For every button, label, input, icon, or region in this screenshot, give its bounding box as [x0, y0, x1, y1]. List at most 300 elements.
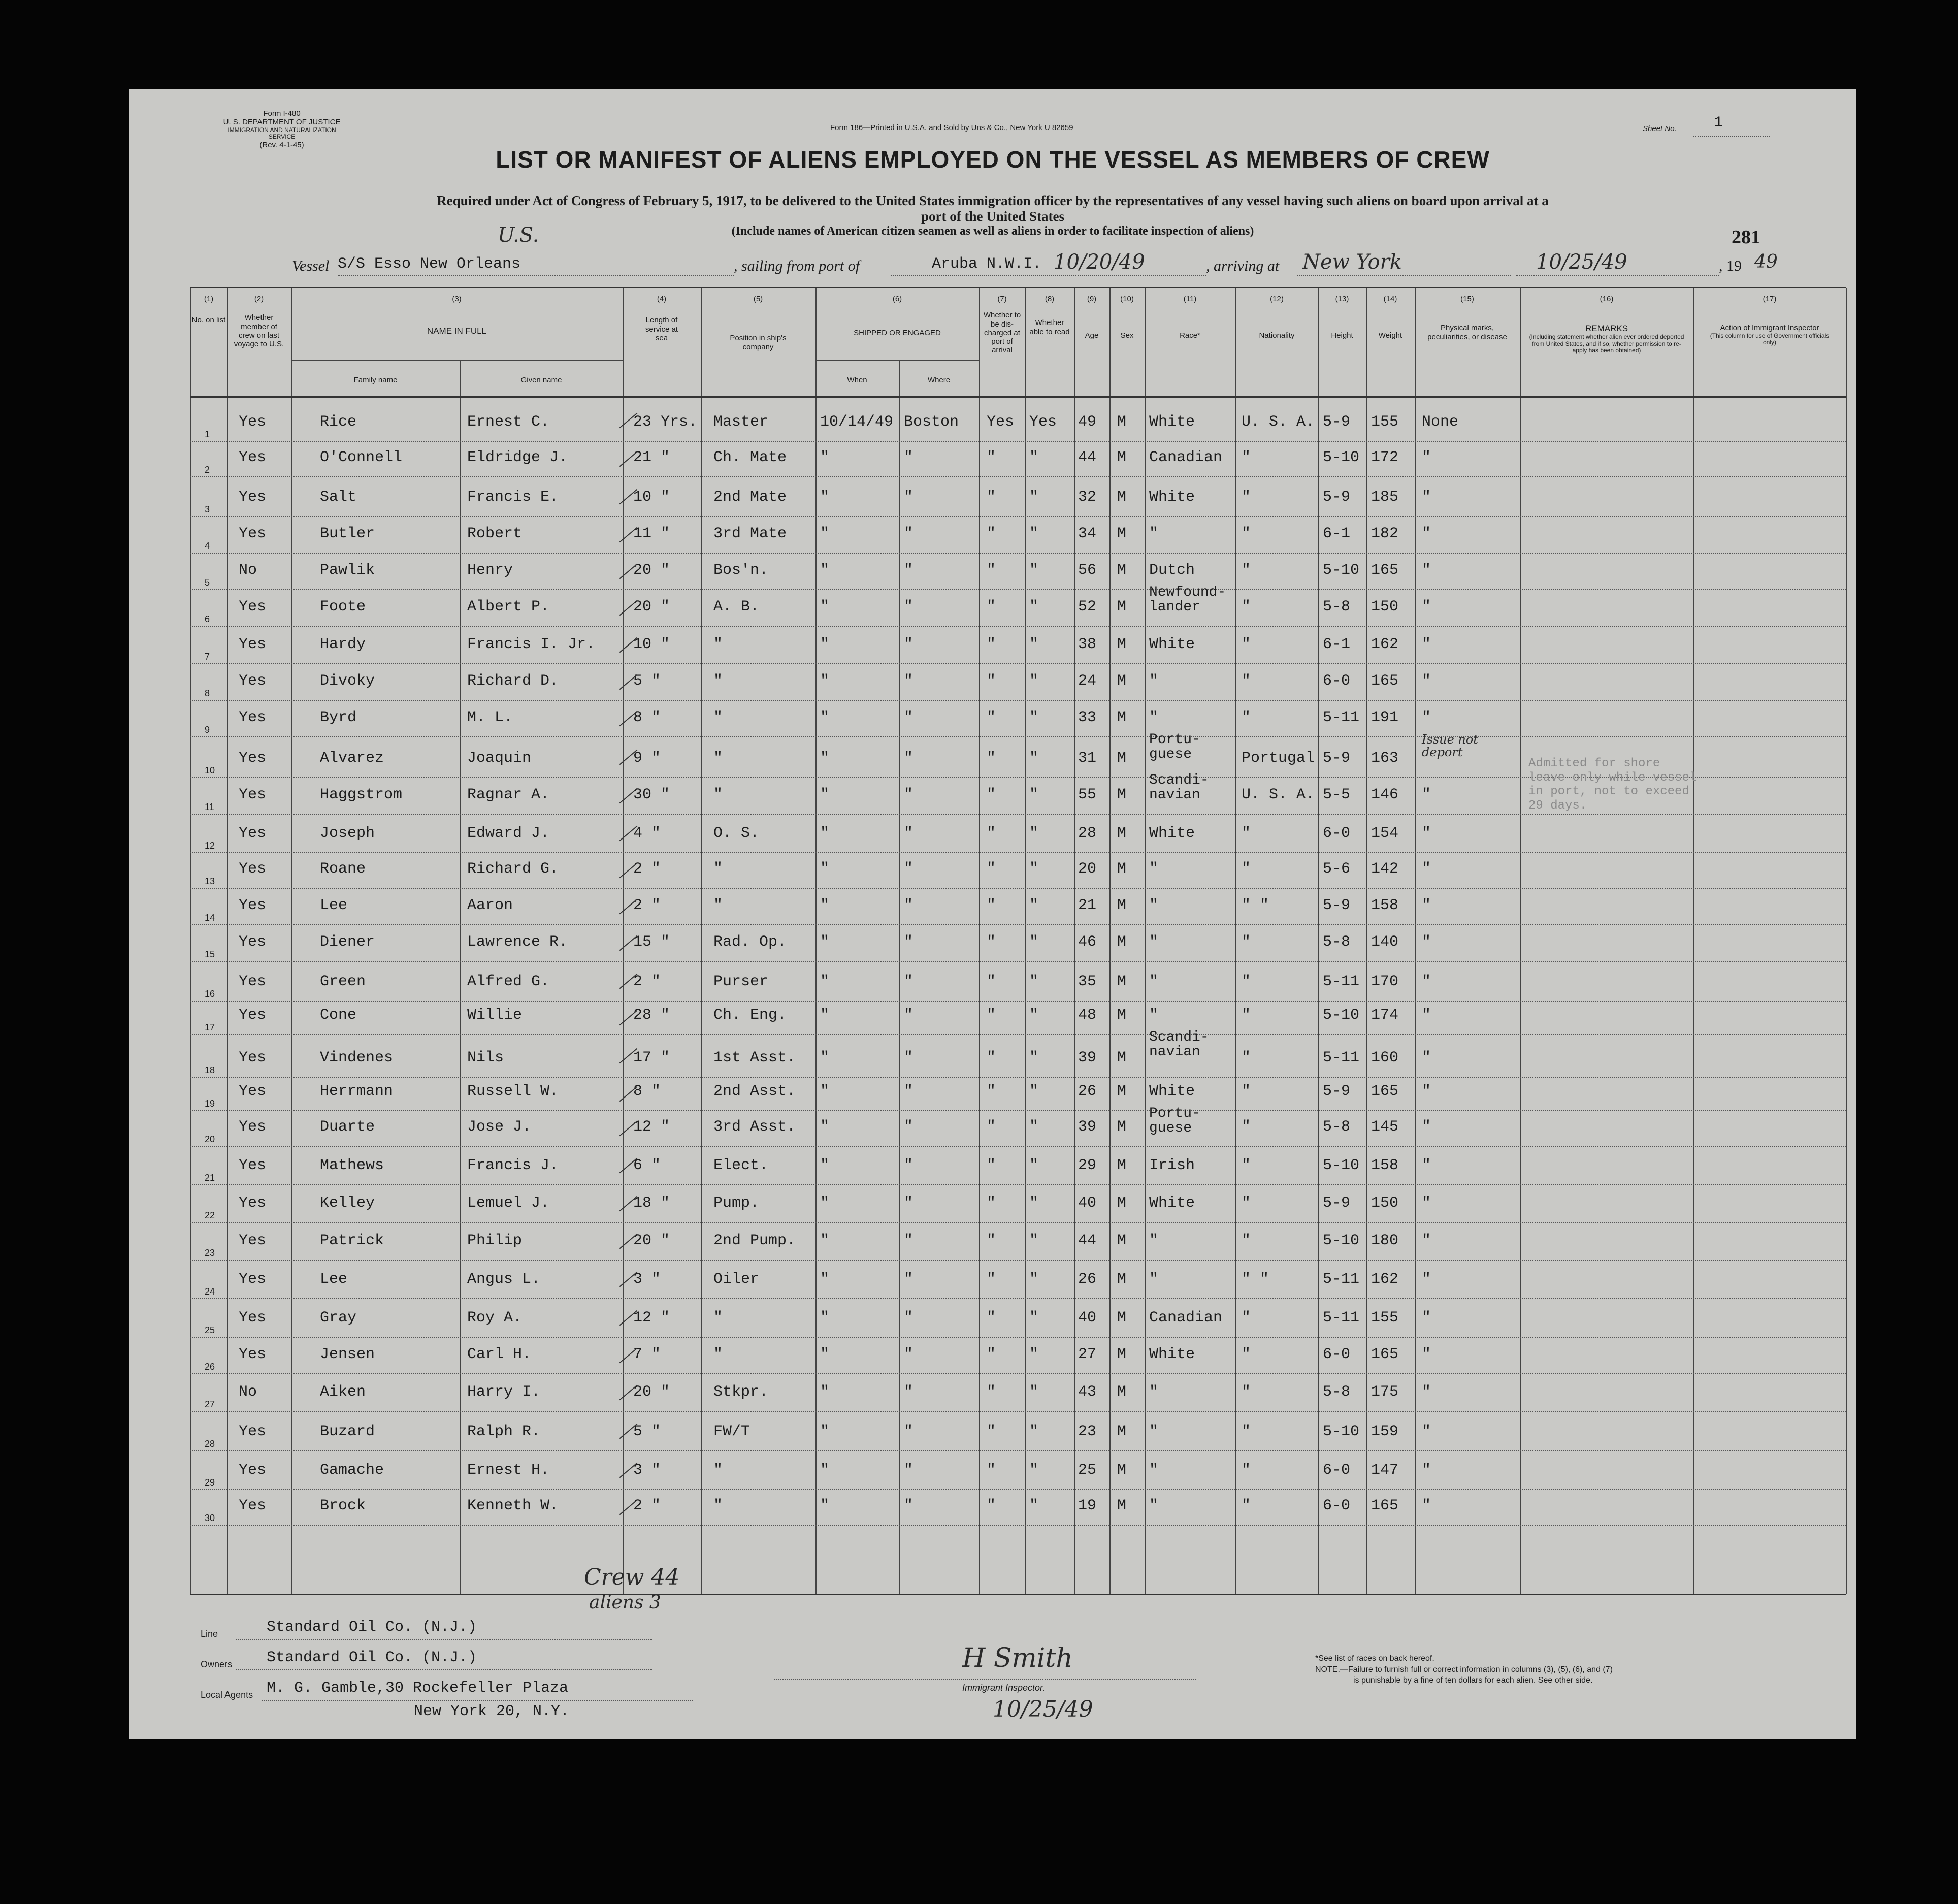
header-col-13: (13) Height [1331, 295, 1353, 340]
cell-prev-voyage: Yes [239, 489, 267, 506]
cell-shipped-when: " [820, 672, 830, 690]
cell-position: 1st Asst. [713, 1049, 796, 1067]
row-number: 9 [205, 725, 210, 735]
cell-physical-marks: " [1422, 598, 1431, 616]
row-number: 21 [205, 1173, 215, 1183]
cell-given-name: Francis E. [467, 489, 559, 506]
header-where: Where [927, 376, 951, 384]
cell-weight: 162 [1371, 636, 1399, 653]
cell-position: 3rd Mate [713, 525, 787, 542]
header-col-5: (5) Position in ship's company [730, 295, 787, 351]
arrival-port: New York [1302, 250, 1402, 274]
table-row [190, 441, 1846, 477]
cell-age: 21 [1078, 897, 1097, 914]
cell-nationality: " [1242, 1462, 1251, 1479]
line-label: Line [201, 1629, 218, 1639]
cell-position: Ch. Eng. [713, 1007, 787, 1024]
tally-aliens: aliens 3 [589, 1592, 661, 1613]
cell-shipped-when: " [820, 750, 830, 767]
cell-position: " [713, 1462, 723, 1479]
cell-discharged: " [987, 825, 996, 842]
cell-weight: 162 [1371, 1271, 1399, 1288]
cell-physical-marks: " [1422, 1195, 1431, 1212]
cell-race: White [1149, 1346, 1195, 1363]
cell-height: 5-10 [1323, 1157, 1360, 1174]
header-col-6: (6) SHIPPED OR ENGAGED [854, 295, 941, 338]
row-number: 17 [205, 1022, 215, 1032]
cell-able-to-read: " [1029, 786, 1039, 803]
cell-nationality: " [1242, 933, 1251, 951]
cell-weight: 182 [1371, 525, 1399, 542]
sheet-value: 1 [1714, 114, 1723, 132]
cell-position: 3rd Asst. [713, 1118, 796, 1136]
cell-position: " [713, 860, 723, 878]
cell-weight: 155 [1371, 413, 1399, 431]
cell-given-name: Richard D. [467, 672, 559, 690]
cell-height: 5-8 [1323, 598, 1351, 616]
cell-sex: M [1117, 489, 1127, 506]
cell-height: 5-10 [1323, 1423, 1360, 1440]
table-row [190, 852, 1846, 889]
row-number: 7 [205, 652, 210, 662]
cell-sex: M [1117, 1195, 1127, 1212]
cell-able-to-read: " [1029, 449, 1039, 466]
cell-shipped-when: " [820, 525, 830, 542]
cell-weight: 165 [1371, 672, 1399, 690]
cell-height: 5-11 [1323, 973, 1360, 990]
cell-prev-voyage: Yes [239, 1271, 267, 1288]
cell-given-name: Roy A. [467, 1309, 523, 1327]
cell-weight: 160 [1371, 1049, 1399, 1067]
department-text: U. S. DEPARTMENT OF JUSTICE [223, 118, 341, 127]
vessel-name: S/S Esso New Orleans [338, 255, 521, 273]
cell-position: " [713, 1309, 723, 1327]
cell-family-name: O'Connell [320, 449, 403, 466]
row-number: 28 [205, 1439, 215, 1449]
cell-race: Scandi- navian [1149, 1029, 1209, 1060]
cell-prev-voyage: Yes [239, 786, 267, 803]
cell-height: 6-0 [1323, 1346, 1351, 1363]
cell-nationality: " [1242, 636, 1251, 653]
cell-discharged: " [987, 449, 996, 466]
cell-shipped-when: " [820, 1309, 830, 1327]
cell-age: 40 [1078, 1309, 1097, 1327]
row-number: 19 [205, 1099, 215, 1109]
cell-service-length: 8 " [633, 1083, 661, 1100]
note-penalty-1: NOTE.—Failure to furnish full or correct information in columns (3), (5), (6), and (7) [1315, 1665, 1613, 1674]
table-row [190, 924, 1846, 962]
agents-label: Local Agents [201, 1690, 253, 1700]
cell-discharged: " [987, 1309, 996, 1327]
table-row [190, 1450, 1846, 1490]
cell-prev-voyage: Yes [239, 1007, 267, 1024]
row-number: 29 [205, 1477, 215, 1488]
cell-family-name: Herrmann [320, 1083, 394, 1100]
cell-discharged: " [987, 1232, 996, 1249]
cell-family-name: Foote [320, 598, 366, 616]
cell-given-name: Ralph R. [467, 1423, 541, 1440]
cell-service-length: 18 " [633, 1195, 670, 1212]
cell-nationality: " [1242, 672, 1251, 690]
cell-age: 35 [1078, 973, 1097, 990]
cell-prev-voyage: Yes [239, 525, 267, 542]
cell-service-length: 20 " [633, 1383, 670, 1401]
cell-prev-voyage: No [239, 1383, 257, 1401]
cell-nationality: " [1242, 1346, 1251, 1363]
cell-discharged: " [987, 672, 996, 690]
cell-nationality: " [1242, 1195, 1251, 1212]
cell-race: " [1149, 1423, 1159, 1440]
cell-able-to-read: " [1029, 672, 1039, 690]
cell-position: " [713, 636, 723, 653]
cell-able-to-read: " [1029, 525, 1039, 542]
cell-physical-marks: " [1422, 1346, 1431, 1363]
row-number: 27 [205, 1399, 215, 1409]
cell-prev-voyage: Yes [239, 1423, 267, 1440]
cell-family-name: Mathews [320, 1157, 384, 1174]
cell-position: " [713, 786, 723, 803]
cell-physical-marks: " [1422, 1232, 1431, 1249]
cell-sex: M [1117, 786, 1127, 803]
cell-family-name: Diener [320, 933, 375, 951]
header-col-10: (10) Sex [1120, 295, 1134, 340]
row-number: 15 [205, 949, 215, 959]
cell-discharged: " [987, 860, 996, 878]
cell-service-length: 15 " [633, 933, 670, 951]
cell-race: Portu- guese [1149, 732, 1200, 763]
cell-shipped-when: " [820, 1083, 830, 1100]
cell-service-length: 5 " [633, 1423, 661, 1440]
cell-prev-voyage: Yes [239, 860, 267, 878]
cell-height: 6-0 [1323, 825, 1351, 842]
cell-race: " [1149, 1007, 1159, 1024]
cell-able-to-read: " [1029, 489, 1039, 506]
cell-family-name: Aiken [320, 1383, 366, 1401]
line-field [201, 1618, 658, 1643]
cell-shipped-when: " [820, 1271, 830, 1288]
cell-nationality: " [1242, 1309, 1251, 1327]
cell-given-name: Nils [467, 1049, 504, 1067]
cell-physical-marks: " [1422, 1383, 1431, 1401]
cell-shipped-when: " [820, 489, 830, 506]
cell-shipped-when: " [820, 449, 830, 466]
row-number: 1 [205, 429, 210, 439]
cell-sex: M [1117, 750, 1127, 767]
table-row [190, 1029, 1846, 1078]
cell-physical-marks: " [1422, 860, 1431, 878]
cell-weight: 146 [1371, 786, 1399, 803]
cell-shipped-when: " [820, 933, 830, 951]
cell-weight: 150 [1371, 1195, 1399, 1212]
cell-shipped-when: " [820, 897, 830, 914]
cell-age: 23 [1078, 1423, 1097, 1440]
cell-weight: 185 [1371, 489, 1399, 506]
cell-weight: 145 [1371, 1118, 1399, 1136]
cell-discharged: " [987, 1271, 996, 1288]
cell-shipped-where: " [904, 449, 913, 466]
cell-service-length: 10 " [633, 489, 670, 506]
vessel-label: Vessel [292, 257, 330, 274]
cell-shipped-where: " [904, 1118, 913, 1136]
cell-height: 5-9 [1323, 489, 1351, 506]
table-row [190, 1184, 1846, 1223]
row-number: 24 [205, 1286, 215, 1297]
cell-nationality: " [1242, 449, 1251, 466]
cell-position: A. B. [713, 598, 760, 616]
sailing-port: Aruba N.W.I. [932, 255, 1042, 273]
cell-sex: M [1117, 825, 1127, 842]
cell-service-length: 12 " [633, 1309, 670, 1327]
cell-able-to-read: " [1029, 1497, 1039, 1514]
cell-prev-voyage: Yes [239, 672, 267, 690]
cell-shipped-where: " [904, 489, 913, 506]
cell-age: 38 [1078, 636, 1097, 653]
cell-race: Dutch [1149, 562, 1195, 579]
cell-weight: 163 [1371, 750, 1399, 767]
cell-age: 24 [1078, 672, 1097, 690]
crew-table [190, 287, 1846, 1595]
cell-race: White [1149, 1083, 1195, 1100]
cell-physical-marks: Issue not deport [1422, 732, 1478, 760]
cell-race: " [1149, 897, 1159, 914]
table-row [190, 1222, 1846, 1261]
cell-service-length: 23 Yrs. [633, 413, 698, 431]
cell-sex: M [1117, 1423, 1127, 1440]
cell-sex: M [1117, 1383, 1127, 1401]
cell-shipped-when: " [820, 973, 830, 990]
cell-able-to-read: " [1029, 709, 1039, 726]
cell-race: Canadian [1149, 1309, 1223, 1327]
cell-prev-voyage: Yes [239, 1195, 267, 1212]
cell-height: 6-0 [1323, 1462, 1351, 1479]
voyage-line [129, 251, 1856, 282]
cell-family-name: Alvarez [320, 750, 384, 767]
cell-discharged: " [987, 1423, 996, 1440]
cell-height: 5-9 [1323, 750, 1351, 767]
remark-row-10: Admitted for shore leave only while vessel in port, not to exceed 29 days. [1528, 757, 1697, 813]
row-number: 25 [205, 1325, 215, 1335]
cell-able-to-read: " [1029, 1309, 1039, 1327]
table-row [190, 553, 1846, 590]
agents-field [201, 1679, 708, 1729]
table-row [190, 961, 1846, 1002]
arrival-date: 10/25/49 [1536, 250, 1627, 274]
cell-sex: M [1117, 562, 1127, 579]
cell-position: Oiler [713, 1271, 760, 1288]
cell-shipped-where: " [904, 897, 913, 914]
cell-shipped-where: " [904, 1423, 913, 1440]
table-row [190, 1489, 1846, 1526]
cell-shipped-where: " [904, 1195, 913, 1212]
cell-given-name: Henry [467, 562, 513, 579]
cell-prev-voyage: Yes [239, 449, 267, 466]
cell-able-to-read: " [1029, 933, 1039, 951]
cell-nationality: Portugal [1242, 750, 1315, 767]
cell-prev-voyage: Yes [239, 1309, 267, 1327]
cell-prev-voyage: Yes [239, 598, 267, 616]
cell-age: 31 [1078, 750, 1097, 767]
cell-weight: 170 [1371, 973, 1399, 990]
cell-shipped-when: " [820, 1049, 830, 1067]
cell-service-length: 17 " [633, 1049, 670, 1067]
cell-given-name: Kenneth W. [467, 1497, 559, 1514]
cell-age: 33 [1078, 709, 1097, 726]
cell-service-length: 21 " [633, 449, 670, 466]
cell-given-name: Richard G. [467, 860, 559, 878]
cell-weight: 142 [1371, 860, 1399, 878]
cell-physical-marks: " [1422, 1309, 1431, 1327]
cell-able-to-read: " [1029, 973, 1039, 990]
cell-age: 48 [1078, 1007, 1097, 1024]
cell-race: " [1149, 1232, 1159, 1249]
cell-age: 40 [1078, 1195, 1097, 1212]
cell-age: 26 [1078, 1271, 1097, 1288]
cell-able-to-read: Yes [1029, 413, 1057, 431]
year-value: 49 [1754, 251, 1778, 272]
cell-able-to-read: " [1029, 598, 1039, 616]
cell-nationality: " [1242, 825, 1251, 842]
inspector-signature: H Smith [962, 1643, 1073, 1673]
cell-sex: M [1117, 933, 1127, 951]
cell-shipped-when: " [820, 1007, 830, 1024]
cell-family-name: Salt [320, 489, 357, 506]
cell-service-length: 12 " [633, 1118, 670, 1136]
cell-given-name: M. L. [467, 709, 513, 726]
cell-shipped-when: " [820, 1157, 830, 1174]
note-penalty-2: is punishable by a fine of ten dollars for each alien. See other side. [1353, 1676, 1593, 1685]
cell-physical-marks: " [1422, 786, 1431, 803]
cell-shipped-when: " [820, 860, 830, 878]
cell-given-name: Eldridge J. [467, 449, 568, 466]
cell-discharged: " [987, 1497, 996, 1514]
cell-service-length: 8 " [633, 709, 661, 726]
cell-age: 46 [1078, 933, 1097, 951]
cell-given-name: Alfred G. [467, 973, 550, 990]
cell-service-length: 9 " [633, 750, 661, 767]
cell-shipped-where: " [904, 973, 913, 990]
cell-family-name: Green [320, 973, 366, 990]
cell-able-to-read: " [1029, 1157, 1039, 1174]
cell-nationality: " [1242, 973, 1251, 990]
cell-age: 34 [1078, 525, 1097, 542]
cell-able-to-read: " [1029, 636, 1039, 653]
table-row [190, 814, 1846, 853]
header-given-name: Given name [520, 376, 562, 384]
cell-age: 29 [1078, 1157, 1097, 1174]
cell-sex: M [1117, 1157, 1127, 1174]
cell-shipped-where: " [904, 1007, 913, 1024]
cell-age: 44 [1078, 1232, 1097, 1249]
cell-given-name: Lawrence R. [467, 933, 568, 951]
cell-shipped-when: " [820, 1346, 830, 1363]
cell-shipped-where: Boston [904, 413, 959, 431]
cell-shipped-where: " [904, 525, 913, 542]
table-row [190, 626, 1846, 664]
cell-able-to-read: " [1029, 1271, 1039, 1288]
stamp-number: 281 [1732, 227, 1760, 248]
table-row [190, 1106, 1846, 1147]
cell-family-name: Patrick [320, 1232, 384, 1249]
cell-sex: M [1117, 598, 1127, 616]
table-row [190, 1411, 1846, 1451]
cell-weight: 154 [1371, 825, 1399, 842]
cell-prev-voyage: Yes [239, 636, 267, 653]
agents-address-2: New York 20, N.Y. [414, 1703, 570, 1720]
footer-notes [1315, 1653, 1613, 1686]
cell-discharged: " [987, 525, 996, 542]
cell-service-length: 2 " [633, 1497, 661, 1514]
cell-shipped-where: " [904, 598, 913, 616]
row-number: 8 [205, 688, 210, 698]
cell-prev-voyage: Yes [239, 1497, 267, 1514]
cell-sex: M [1117, 1232, 1127, 1249]
cell-discharged: " [987, 1118, 996, 1136]
cell-able-to-read: " [1029, 1346, 1039, 1363]
inspector-date: 10/25/49 [993, 1696, 1093, 1722]
cell-service-length: 20 " [633, 598, 670, 616]
cell-discharged: " [987, 709, 996, 726]
cell-nationality: " [1242, 598, 1251, 616]
row-number: 22 [205, 1210, 215, 1220]
cell-physical-marks: " [1422, 1157, 1431, 1174]
cell-given-name: Ernest H. [467, 1462, 550, 1479]
cell-height: 5-11 [1323, 1049, 1360, 1067]
cell-prev-voyage: Yes [239, 933, 267, 951]
cell-race: " [1149, 1497, 1159, 1514]
cell-shipped-when: " [820, 1232, 830, 1249]
cell-given-name: Robert [467, 525, 523, 542]
cell-physical-marks: " [1422, 1497, 1431, 1514]
revision-text: (Rev. 4-1-45) [259, 141, 304, 150]
cell-nationality: " [1242, 525, 1251, 542]
cell-discharged: " [987, 636, 996, 653]
cell-height: 5-10 [1323, 1007, 1360, 1024]
table-row [190, 585, 1846, 627]
cell-physical-marks: " [1422, 709, 1431, 726]
cell-physical-marks: " [1422, 897, 1431, 914]
tally-crew: Crew 44 [584, 1564, 680, 1590]
cell-race: Irish [1149, 1157, 1195, 1174]
cell-service-length: 11 " [633, 525, 670, 542]
row-number: 23 [205, 1248, 215, 1258]
header-col-14: (14) Weight [1378, 295, 1402, 340]
note-races: *See list of races on back hereof. [1315, 1654, 1434, 1663]
page-title: LIST OR MANIFEST OF ALIENS EMPLOYED ON THE VESSEL AS MEMBERS OF CREW [496, 146, 1490, 173]
row-number: 18 [205, 1065, 215, 1075]
cell-height: 5-10 [1323, 562, 1360, 579]
cell-discharged: " [987, 1083, 996, 1100]
cell-sex: M [1117, 1497, 1127, 1514]
cell-weight: 158 [1371, 897, 1399, 914]
cell-sex: M [1117, 636, 1127, 653]
cell-position: 2nd Asst. [713, 1083, 796, 1100]
header-col-2: (2) Whether member of crew on last voyage to U.S. [234, 295, 284, 348]
row-number: 3 [205, 504, 210, 514]
table-row [190, 1298, 1846, 1338]
cell-able-to-read: " [1029, 1007, 1039, 1024]
cell-service-length: 2 " [633, 973, 661, 990]
cell-physical-marks: " [1422, 1271, 1431, 1288]
cell-sex: M [1117, 897, 1127, 914]
cell-discharged: " [987, 786, 996, 803]
row-number: 4 [205, 541, 210, 551]
cell-weight: 158 [1371, 1157, 1399, 1174]
cell-service-length: 2 " [633, 897, 661, 914]
cell-shipped-where: " [904, 1383, 913, 1401]
cell-service-length: 6 " [633, 1157, 661, 1174]
cell-given-name: Lemuel J. [467, 1195, 550, 1212]
cell-shipped-when: " [820, 1383, 830, 1401]
